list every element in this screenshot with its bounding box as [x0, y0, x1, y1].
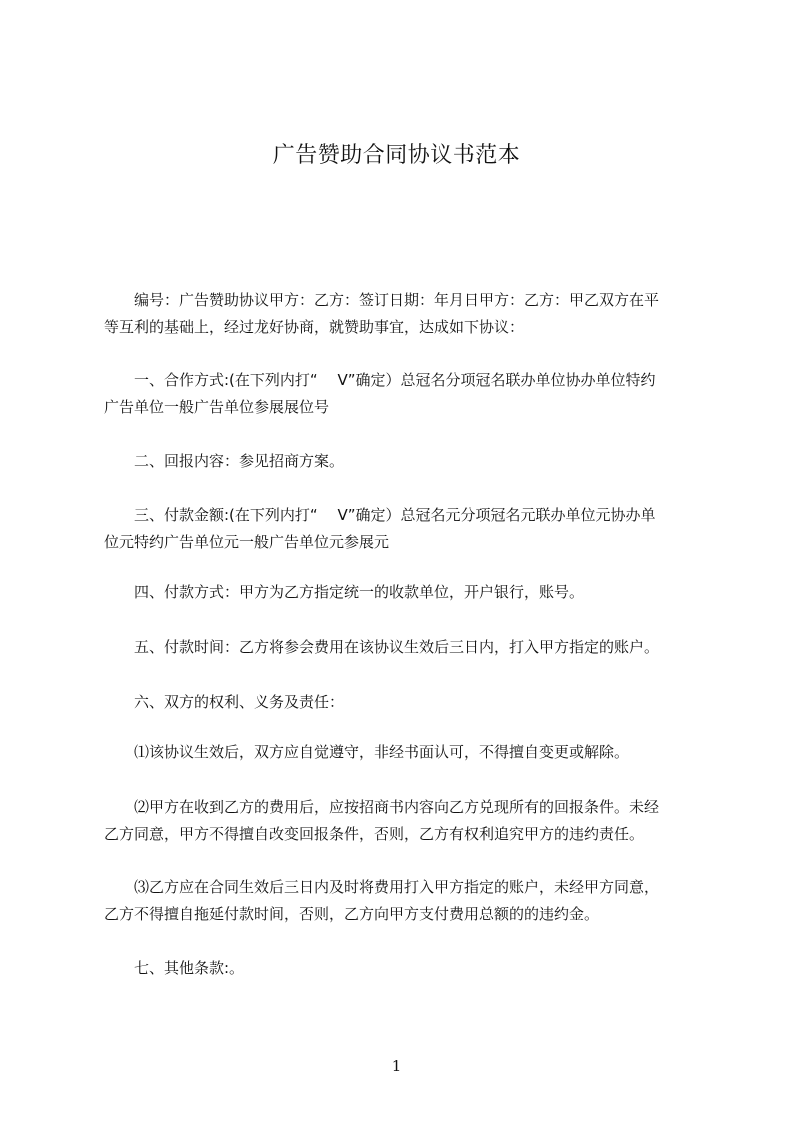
paragraph-line: 三、付款金额:(在下列内打“ V”确定）总冠名元分项冠名元联办单位元协办单: [104, 506, 656, 524]
paragraph-return-content: [104, 448, 694, 475]
document-title: 广告赞助合同协议书范本: [272, 143, 521, 168]
paragraph-line: 位元特约广告单位元一般广告单位元参展元: [104, 533, 390, 551]
paragraph-line: 四、付款方式：甲方为乙方指定统一的收款单位，开户银行，账号。: [104, 583, 585, 601]
paragraph-line: 广告单位一般广告单位参展展位号: [104, 398, 330, 416]
paragraph-line: 七、其他条款:。: [104, 959, 245, 977]
paragraph-line: ⑴该协议生效后，双方应自觉遵守，非经书面认可，不得擅自变更或解除。: [104, 743, 630, 761]
paragraph-line: 五、付款时间：乙方将参会费用在该协议生效后三日内，打入甲方指定的账户。: [104, 638, 660, 656]
paragraph-line: 乙方同意，甲方不得擅自改变回报条件，否则，乙方有权利追究甲方的违约责任。: [104, 825, 645, 843]
paragraph-line: 一、合作方式:(在下列内打“ V”确定）总冠名分项冠名联办单位协办单位特约: [104, 371, 656, 389]
paragraph-payment-amount: [104, 502, 694, 556]
paragraph-rights-duties: [104, 689, 694, 716]
paragraph-line: ⑵甲方在收到乙方的费用后，应按招商书内容向乙方兑现所有的回报条件。未经: [104, 798, 660, 816]
paragraph-clause-1: [104, 739, 694, 766]
paragraph-intro: [104, 287, 694, 341]
paragraph-payment-method: [104, 579, 694, 606]
paragraph-line: ⑶乙方应在合同生效后三日内及时将费用打入甲方指定的账户，未经甲方同意，: [104, 878, 660, 896]
paragraph-other-terms: [104, 955, 694, 982]
paragraph-line: 编号：广告赞助协议甲方：乙方：签订日期：年月日甲方：乙方：甲乙双方在平: [104, 291, 660, 309]
paragraph-payment-time: [104, 634, 694, 661]
paragraph-cooperation-method: [104, 367, 694, 421]
paragraph-line: 六、双方的权利、义务及责任：: [104, 693, 345, 711]
paragraph-clause-2: [104, 794, 694, 848]
paragraph-clause-3: [104, 874, 694, 928]
paragraph-line: 等互利的基础上，经过龙好协商，就赞助事宜，达成如下协议：: [104, 318, 525, 336]
paragraph-line: 二、回报内容：参见招商方案。: [104, 452, 345, 470]
paragraph-line: 乙方不得擅自拖延付款时间，否则，乙方向甲方支付费用总额的的违约金。: [104, 905, 600, 923]
page-number: 1: [391, 1057, 402, 1075]
